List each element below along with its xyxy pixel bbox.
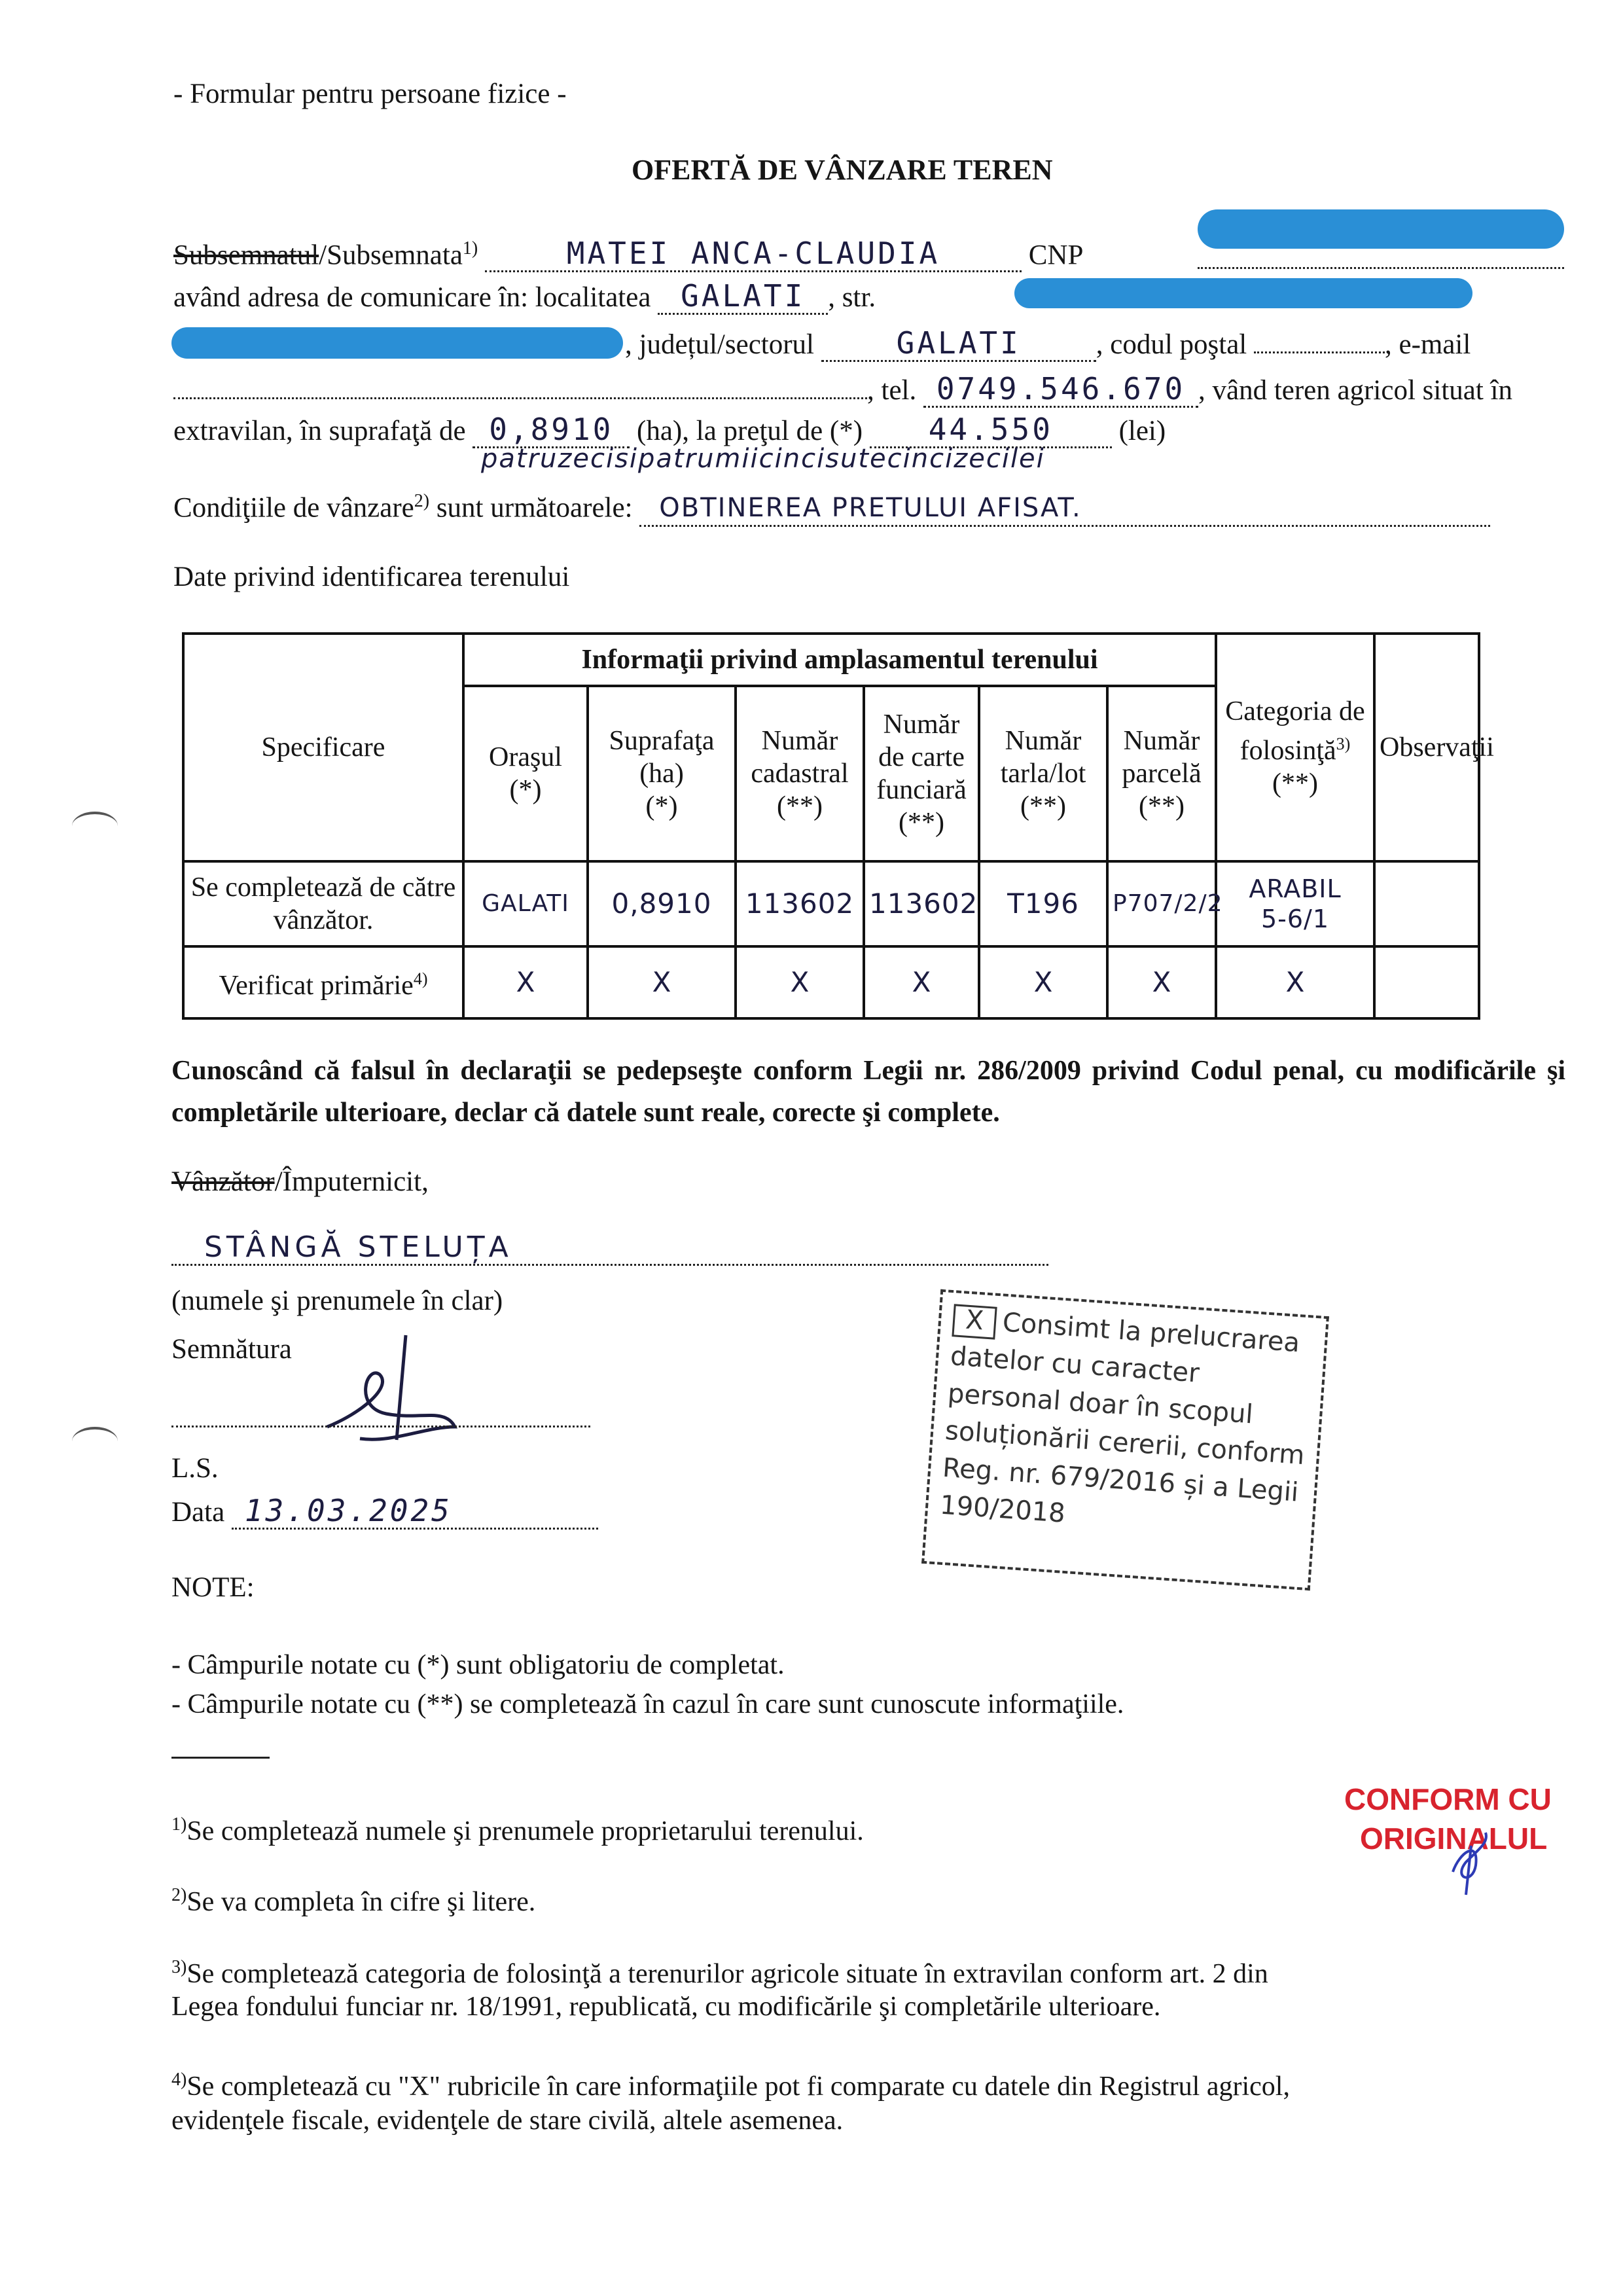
header-group: Informaţii privind amplasamentul terenului (463, 634, 1216, 686)
postal-label: , codul poştal (1096, 329, 1247, 360)
role-line (171, 1165, 429, 1199)
area-label-b: (ha), la preţul de (*) (637, 416, 863, 446)
footnote-ref-2: 2) (414, 491, 430, 511)
signature-dots (171, 1426, 590, 1427)
area-line (173, 412, 1166, 448)
consent-checkbox: X (952, 1304, 997, 1339)
signer-name-line (171, 1230, 1048, 1266)
header-oras: Oraşul (*) (463, 686, 588, 861)
cnp-dots (1198, 267, 1564, 269)
role-struck: Vânzător (171, 1166, 275, 1197)
verif-mark-tarla: X (979, 946, 1107, 1018)
verif-mark-carte: X (864, 946, 979, 1018)
cell-observatii (1374, 861, 1479, 946)
identity-line (173, 232, 1083, 272)
header-suprafata: Suprafaţa (ha) (*) (588, 686, 736, 861)
conditions-label: Condiţiile de vânzare (173, 492, 414, 524)
signature-image (314, 1329, 471, 1453)
role-rest: /Împuternicit, (274, 1166, 429, 1197)
cell-suprafata: 0,8910 (588, 861, 736, 946)
currency-label: (lei) (1118, 416, 1166, 446)
header-categoria: Categoria de folosinţă$^{3)}$ (**) (1216, 634, 1374, 861)
tel-line (173, 372, 1512, 408)
county-value: GALATI (821, 326, 1096, 362)
date-label: Data (171, 1497, 225, 1528)
cnp-redaction (1198, 209, 1564, 249)
header-parcela: Număr parcelă (**) (1107, 686, 1216, 861)
street-label: , str. (828, 282, 876, 313)
email-label: , e-mail (1385, 329, 1471, 360)
date-line (171, 1494, 598, 1530)
land-table (182, 632, 1494, 1020)
name-caption: (numele şi prenumele în clar) (171, 1285, 503, 1316)
footnote-1: $^{1)}$Se completează numele şi prenumele proprietarului terenului. (171, 1814, 864, 1846)
footnote-3-cont: Legea fondului funciar nr. 18/1991, republicată, cu modificările şi completările ulterioare. (171, 1992, 1161, 2022)
verif-mark-oras: X (463, 946, 588, 1018)
header-spec: Specificare (183, 634, 463, 861)
address-redaction (171, 327, 623, 359)
ls-label: L.S. (171, 1453, 219, 1484)
cell-oras: GALATI (463, 861, 588, 946)
declaration: Cunoscând că falsul în declaraţii se pedepseşte conform Legii nr. 286/2009 privind Codul penal, cu modificările şi completările ulterioare, declar că datele sunt reale, corecte şi complete. (171, 1056, 1565, 1128)
footnote-divider (171, 1757, 270, 1759)
label-struck: Subsemnatul (173, 240, 319, 271)
conform-line-1: CONFORM CU (1344, 1782, 1552, 1816)
owner-name: MATEI ANCA-CLAUDIA (485, 236, 1022, 272)
header-carte: Număr de carte funciară (**) (864, 686, 979, 861)
postal-dots (1254, 351, 1385, 353)
label-rest: /Subsemnata (319, 240, 463, 271)
footnote-ref-1: 1) (462, 238, 478, 259)
cell-carte: 113602 (864, 861, 979, 946)
area-value: 0,8910 (473, 412, 630, 448)
page-title: OFERTĂ DE VÂNZARE TEREN (632, 154, 1053, 186)
address-label: având adresa de comunicare în: localitatea (173, 282, 651, 313)
date-value: 13.03.2025 (232, 1494, 598, 1530)
row-verif-label: Verificat primărie$^{4)}$ (183, 946, 463, 1018)
signer-name: STÂNGĂ STELUȚA (171, 1230, 1048, 1266)
cell-categoria: ARABIL 5-6/1 (1216, 861, 1374, 946)
note-item: - Câmpurile notate cu (*) sunt obligatoriu de completat. (171, 1650, 785, 1680)
offer-label: , vând teren agricol situat în (1198, 375, 1512, 406)
verif-mark-categoria: X (1216, 946, 1374, 1018)
county-line (625, 326, 1471, 362)
cell-tarla: T196 (979, 861, 1107, 946)
conform-line-2: ORIGINALUL (1360, 1821, 1548, 1856)
price-words: patruzecisipatrumiicincisutecincizecilei (481, 444, 1045, 474)
row-seller-label: Se completează de către vânzător. (183, 861, 463, 946)
email-dots (173, 397, 867, 399)
section-title: Date privind identificarea terenului (173, 562, 570, 592)
header-tarla: Număr tarla/lot (**) (979, 686, 1107, 861)
cell-cadastral: 113602 (736, 861, 864, 946)
county-label: , județul/sectorul (625, 329, 814, 360)
notes-title: NOTE: (171, 1572, 255, 1603)
price-value: 44.550 (870, 412, 1112, 448)
form-type: - Formular pentru persoane fizice - (173, 79, 567, 109)
consent-text: Consimt la prelucrarea datelor cu caracter personal doar în scopul soluționării cererii, conform Reg. nr. 679/2016 și a Legii 190/2018 (938, 1307, 1306, 1529)
certification-signature (1440, 1826, 1499, 1898)
conditions-rest: sunt următoarele: (436, 492, 633, 524)
header-cadastral: Număr cadastral (**) (736, 686, 864, 861)
punch-hole (72, 1427, 118, 1456)
verif-mark-parcela: X (1107, 946, 1216, 1018)
footnote-2: $^{2)}$Se va completa în cifre şi litere. (171, 1885, 536, 1917)
verif-mark-suprafata: X (588, 946, 736, 1018)
footnote-3: $^{3)}$Se completează categoria de folosinţă a terenurilor agricole situate în extravilan conform art. 2 din (171, 1957, 1268, 1989)
note-item: - Câmpurile notate cu (**) se completează în cazul în care sunt cunoscute informaţiile. (171, 1689, 1124, 1719)
address-line (173, 279, 876, 315)
footnote-4: $^{4)}$Se completează cu "X" rubricile în care informaţiile pot fi comparate cu datele din Registrul agricol, (171, 2070, 1290, 2102)
phone-value: 0749.546.670 (923, 372, 1198, 408)
header-observatii: Observaţii (1374, 634, 1479, 861)
conditions-value: OBTINEREA PRETULUI AFISAT. (639, 491, 1490, 527)
cnp-label: CNP (1028, 240, 1084, 271)
street-redaction (1014, 278, 1472, 308)
tel-label: , tel. (867, 375, 917, 406)
consent-stamp (921, 1289, 1329, 1590)
cell-parcela: P707/2/2 (1107, 861, 1216, 946)
footnote-4-cont: evidenţele fiscale, evidenţele de stare civilă, altele asemenea. (171, 2106, 844, 2136)
conditions-line (173, 484, 1490, 527)
area-label-a: extravilan, în suprafaţă de (173, 416, 466, 446)
verif-observatii (1374, 946, 1479, 1018)
signature-label: Semnătura (171, 1334, 292, 1365)
punch-hole (72, 812, 118, 840)
locality-value: GALATI (658, 279, 828, 315)
verif-mark-cadastral: X (736, 946, 864, 1018)
